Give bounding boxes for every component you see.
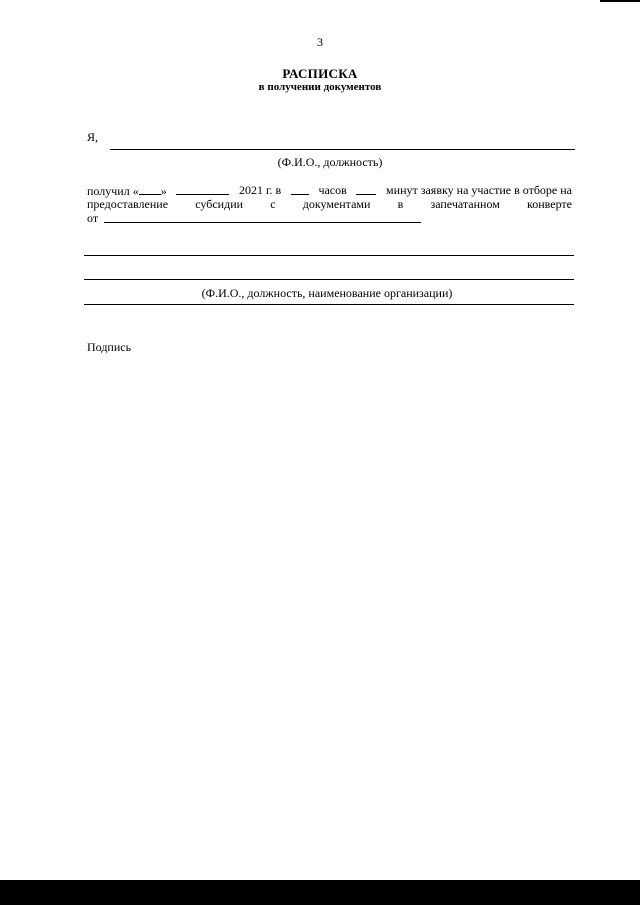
receipt-word: с [270, 197, 276, 211]
page-number: 3 [317, 35, 323, 49]
signature-label: Подпись [87, 340, 132, 354]
receipt-hours-word: часов [318, 183, 347, 197]
receipt-line-1 [87, 183, 572, 198]
receipt-word: запечатанном [430, 197, 500, 211]
receipt-word: конверте [527, 197, 572, 211]
document-title: РАСПИСКА [282, 66, 358, 81]
receipt-word: документами [302, 197, 371, 211]
scan-border-bottom [0, 880, 640, 905]
month-blank [176, 183, 229, 195]
minutes-blank [356, 183, 376, 195]
scan-edge-mark [600, 0, 640, 2]
receipt-word-received: получил « [87, 184, 139, 198]
hours-blank [291, 183, 309, 195]
receipt-word: субсидии [195, 197, 244, 211]
document-subtitle: в получении документов [258, 81, 382, 93]
applicant-line-1 [84, 255, 574, 256]
receipt-quote-close: » [160, 184, 167, 198]
receiver-lead: Я, [87, 130, 99, 144]
applicant-caption-line [84, 304, 574, 305]
receipt-line-2 [87, 197, 572, 211]
receipt-word: предоставление [87, 197, 169, 211]
receiver-caption: (Ф.И.О., должность) [277, 155, 383, 169]
receipt-tail: минут заявку на участие в отборе на [386, 183, 572, 197]
applicant-line-2 [84, 279, 574, 280]
from-line [104, 222, 421, 223]
receipt-word: в [397, 197, 404, 211]
applicant-caption: (Ф.И.О., должность, наименование организации) [201, 286, 453, 300]
day-blank [139, 183, 161, 195]
receiver-name-line [110, 149, 575, 150]
receipt-year: 2021 г. в [238, 183, 282, 197]
receipt-from: от [87, 211, 99, 225]
